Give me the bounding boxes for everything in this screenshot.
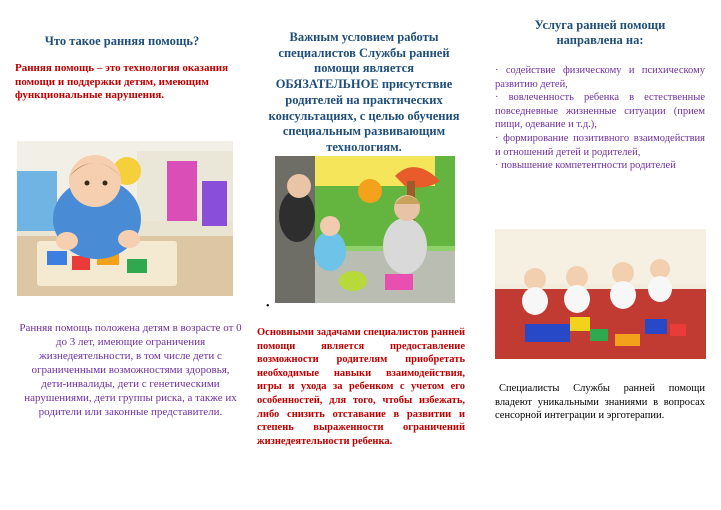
early-help-definition: Ранняя помощь – это технология оказания помощи и поддержки детям, имеющим функциональные нарушения. bbox=[15, 62, 229, 101]
list-item: · вовлеченность ребенка в естественные повседневные жизненные ситуации (прием пищи, одевание и т.д.), bbox=[495, 92, 705, 131]
section-title-service-aims: Услуга ранней помощи направлена на: bbox=[534, 18, 666, 47]
list-item: · повышение компетентности родителей bbox=[495, 160, 676, 172]
photo-toddler-puzzle bbox=[17, 141, 233, 296]
early-help-eligibility-text: Ранняя помощь положена детям в возрасте от 0 до 3 лет, имеющие ограничения жизнедеятельности, в том числе дети с ограниченными возможностями здоровья, дети-инвалиды, дети с генетическими нарушениями, дети группы риска, а также их родители или законные представители. bbox=[19, 322, 242, 418]
photo-toddlers-blocks bbox=[495, 229, 706, 359]
photo-specialist-session bbox=[275, 156, 455, 303]
bullet-mark: • bbox=[266, 301, 270, 312]
list-item: · формирование позитивного взаимодействия и отношений детей и родителей, bbox=[495, 132, 705, 158]
list-item: · содействие физическому и психическому развитию детей, bbox=[495, 65, 705, 90]
specialists-expertise-text: Специалисты Службы ранней помощи владеют уникальными знаниями в вопросах сенсорной интеграции и эрготерапии. bbox=[495, 383, 705, 422]
parents-presence-condition: Важным условием работы специалистов Службы ранней помощи является ОБЯЗАТЕЛЬНОЕ присутствие родителей на практических консультациях, с целью обучения специальным развивающим технологиям. bbox=[268, 30, 460, 154]
service-aims-list bbox=[495, 64, 705, 173]
specialists-main-tasks: Основными задачами специалистов ранней помощи является предоставление возможности родителям приобретать необходимые навыки взаимодействия, игры и ухода за ребенком с учетом его особенностей, для того, чтобы избежать, либо снизить отставание в развитии и степень выраженности ограничений жизнедеятельности ребенка. bbox=[257, 327, 465, 447]
section-title-what-is-early-help: Что такое ранняя помощь? bbox=[44, 34, 200, 48]
